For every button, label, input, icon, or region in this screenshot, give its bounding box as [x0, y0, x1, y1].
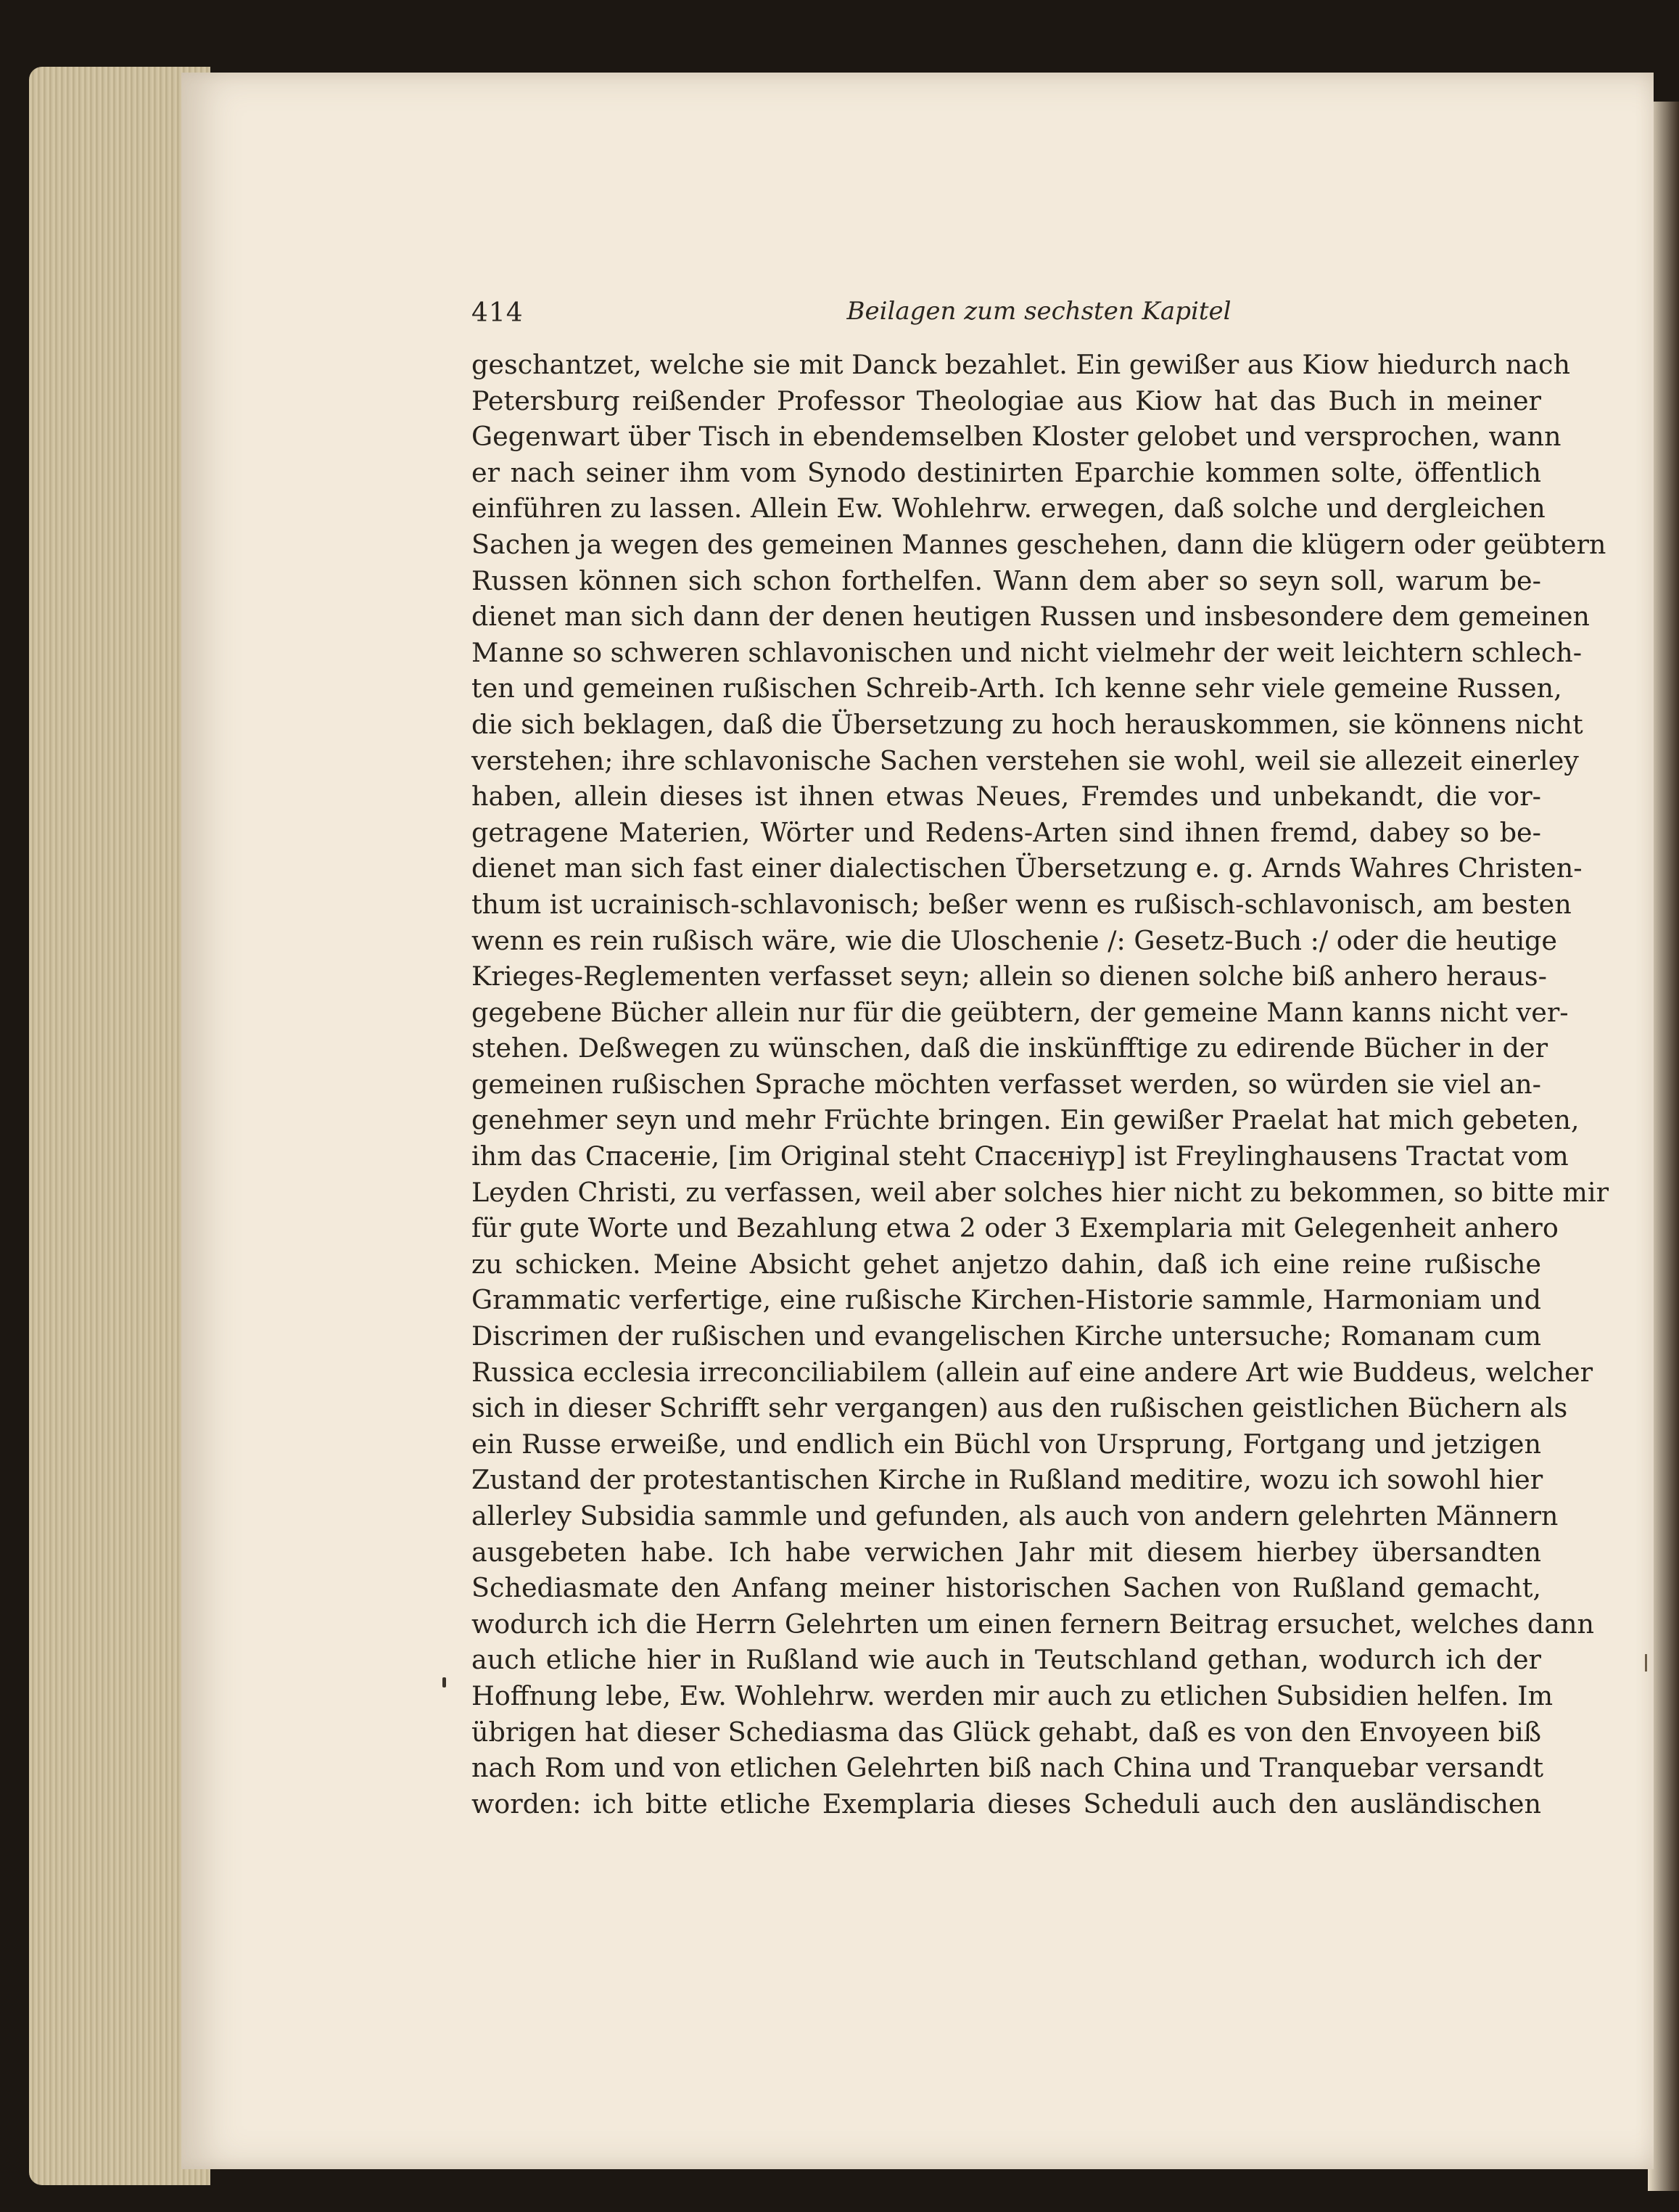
text-line: dienet man sich fast einer dialectischen Übersetzung e. g. Arnds Wahres Christen-: [471, 852, 1583, 884]
text-line: haben, allein dieses ist ihnen etwas Neues, Fremdes und unbekandt, die vor-: [471, 781, 1541, 813]
text-line: einführen zu lassen. Allein Ew. Wohlehrw. erwegen, daß solche und dergleichen: [471, 493, 1546, 525]
text-line: Schediasmate den Anfang meiner historischen Sachen von Rußland gemacht,: [471, 1572, 1541, 1604]
text-line: stehen. Deßwegen zu wünschen, daß die inskünfftige zu edirende Bücher in der: [471, 1032, 1548, 1064]
text-line: allerley Subsidia sammle und gefunden, als auch von andern gelehrten Männern: [471, 1500, 1559, 1531]
text-line: thum ist ucrainisch-schlavonisch; beßer wenn es rußisch-schlavonisch, am besten: [471, 888, 1572, 920]
text-line: Sachen ja wegen des gemeinen Mannes geschehen, dann die klügern oder geübtern: [471, 528, 1606, 560]
text-line: Leyden Christi, zu verfassen, weil aber solches hier nicht zu bekommen, so bitte mir: [471, 1176, 1609, 1208]
text-line: Discrimen der rußischen und evangelischen Kirche untersuche; Romanam cum: [471, 1320, 1541, 1352]
text-line: Gegenwart über Tisch in ebendemselben Kloster gelobet und versprochen, wann: [471, 421, 1562, 453]
text-line: zu schicken. Meine Absicht gehet anjetzo dahin, daß ich eine reine rußische: [471, 1248, 1541, 1280]
page-header: [471, 294, 1541, 337]
text-line: ein Russe erweiße, und endlich ein Büchl von Ursprung, Fortgang und jetzigen: [471, 1428, 1541, 1460]
text-line: Russen können sich schon forthelfen. Wann dem aber so seyn soll, warum be-: [471, 564, 1541, 596]
running-head: Beilagen zum sechsten Kapitel: [846, 297, 1232, 326]
text-line: gegebene Bücher allein nur für die geübtern, der gemeine Mann kanns nicht ver-: [471, 996, 1569, 1028]
text-line: wodurch ich die Herrn Gelehrten um einen fernern Beitrag ersuchet, welches dann: [471, 1608, 1594, 1640]
text-line: genehmer seyn und mehr Früchte bringen. Ein gewißer Praelat hat mich gebeten,: [471, 1104, 1580, 1136]
text-line: für gute Worte und Bezahlung etwa 2 oder 3 Exemplaria mit Gelegenheit anhero: [471, 1212, 1559, 1244]
text-line: gemeinen rußischen Sprache möchten verfasset werden, so würden sie viel an-: [471, 1068, 1541, 1100]
text-line: Grammatic verfertige, eine rußische Kirchen-Historie sammle, Harmoniam und: [471, 1284, 1541, 1316]
text-line: ausgebeten habe. Ich habe verwichen Jahr mit diesem hierbey übersandten: [471, 1536, 1541, 1568]
text-line: Hoffnung lebe, Ew. Wohlehrw. werden mir auch zu etlichen Subsidien helfen. Im: [471, 1679, 1554, 1711]
text-line: die sich beklagen, daß die Übersetzung zu hoch herauskommen, sie könnens nicht: [471, 708, 1583, 740]
text-line: verstehen; ihre schlavonische Sachen verstehen sie wohl, weil sie allezeit einerley: [471, 744, 1579, 776]
text-line: ihm das Спасеніе, [im Original steht Спасєніүр] ist Freylinghausens Tractat vom: [471, 1140, 1569, 1172]
page-number: 414: [471, 298, 524, 328]
text-line: Manne so schweren schlavonischen und nicht vielmehr der weit leichtern schlech-: [471, 636, 1583, 668]
text-line: geschantzet, welche sie mit Danck bezahlet. Ein gewißer aus Kiow hiedurch nach: [471, 349, 1570, 380]
text-line: ten und gemeinen rußischen Schreib-Arth. Ich kenne sehr viele gemeine Russen,: [471, 673, 1562, 704]
text-line: übrigen hat dieser Schediasma das Glück gehabt, daß es von den Envoyeen biß: [471, 1716, 1542, 1748]
text-line: getragene Materien, Wörter und Redens-Arten sind ihnen fremd, dabey so be-: [471, 816, 1541, 848]
text-line: wenn es rein rußisch wäre, wie die Uloschenie /: Gesetz-Buch :/ oder die heutige: [471, 924, 1557, 956]
text-line: Russica ecclesia irreconciliabilem (allein auf eine andere Art wie Buddeus, welcher: [471, 1356, 1593, 1388]
text-line: Zustand der protestantischen Kirche in Rußland meditire, wozu ich sowohl hier: [471, 1464, 1543, 1496]
text-line: nach Rom und von etlichen Gelehrten biß nach China und Tranquebar versandt: [471, 1752, 1544, 1784]
margin-mark: [442, 1677, 446, 1687]
text-line: er nach seiner ihm vom Synodo destinirten Eparchie kommen solte, öffentlich: [471, 456, 1541, 488]
text-line: Krieges-Reglementen verfasset seyn; allein so dienen solche biß anhero heraus-: [471, 961, 1547, 992]
text-line: Petersburg reißender Professor Theologiae aus Kiow hat das Buch in meiner: [471, 385, 1541, 416]
body-text: [471, 347, 1609, 1822]
text-line: sich in dieser Schrifft sehr vergangen) aus den rußischen geistlichen Büchern als: [471, 1392, 1568, 1424]
text-line: dienet man sich dann der denen heutigen Russen und insbesondere dem gemeinen: [471, 601, 1590, 633]
text-line: auch etliche hier in Rußland wie auch in Teutschland gethan, wodurch ich der: [471, 1644, 1541, 1676]
margin-tick: [1645, 1654, 1647, 1672]
text-line: worden: ich bitte etliche Exemplaria dieses Scheduli auch den ausländischen: [471, 1788, 1541, 1820]
